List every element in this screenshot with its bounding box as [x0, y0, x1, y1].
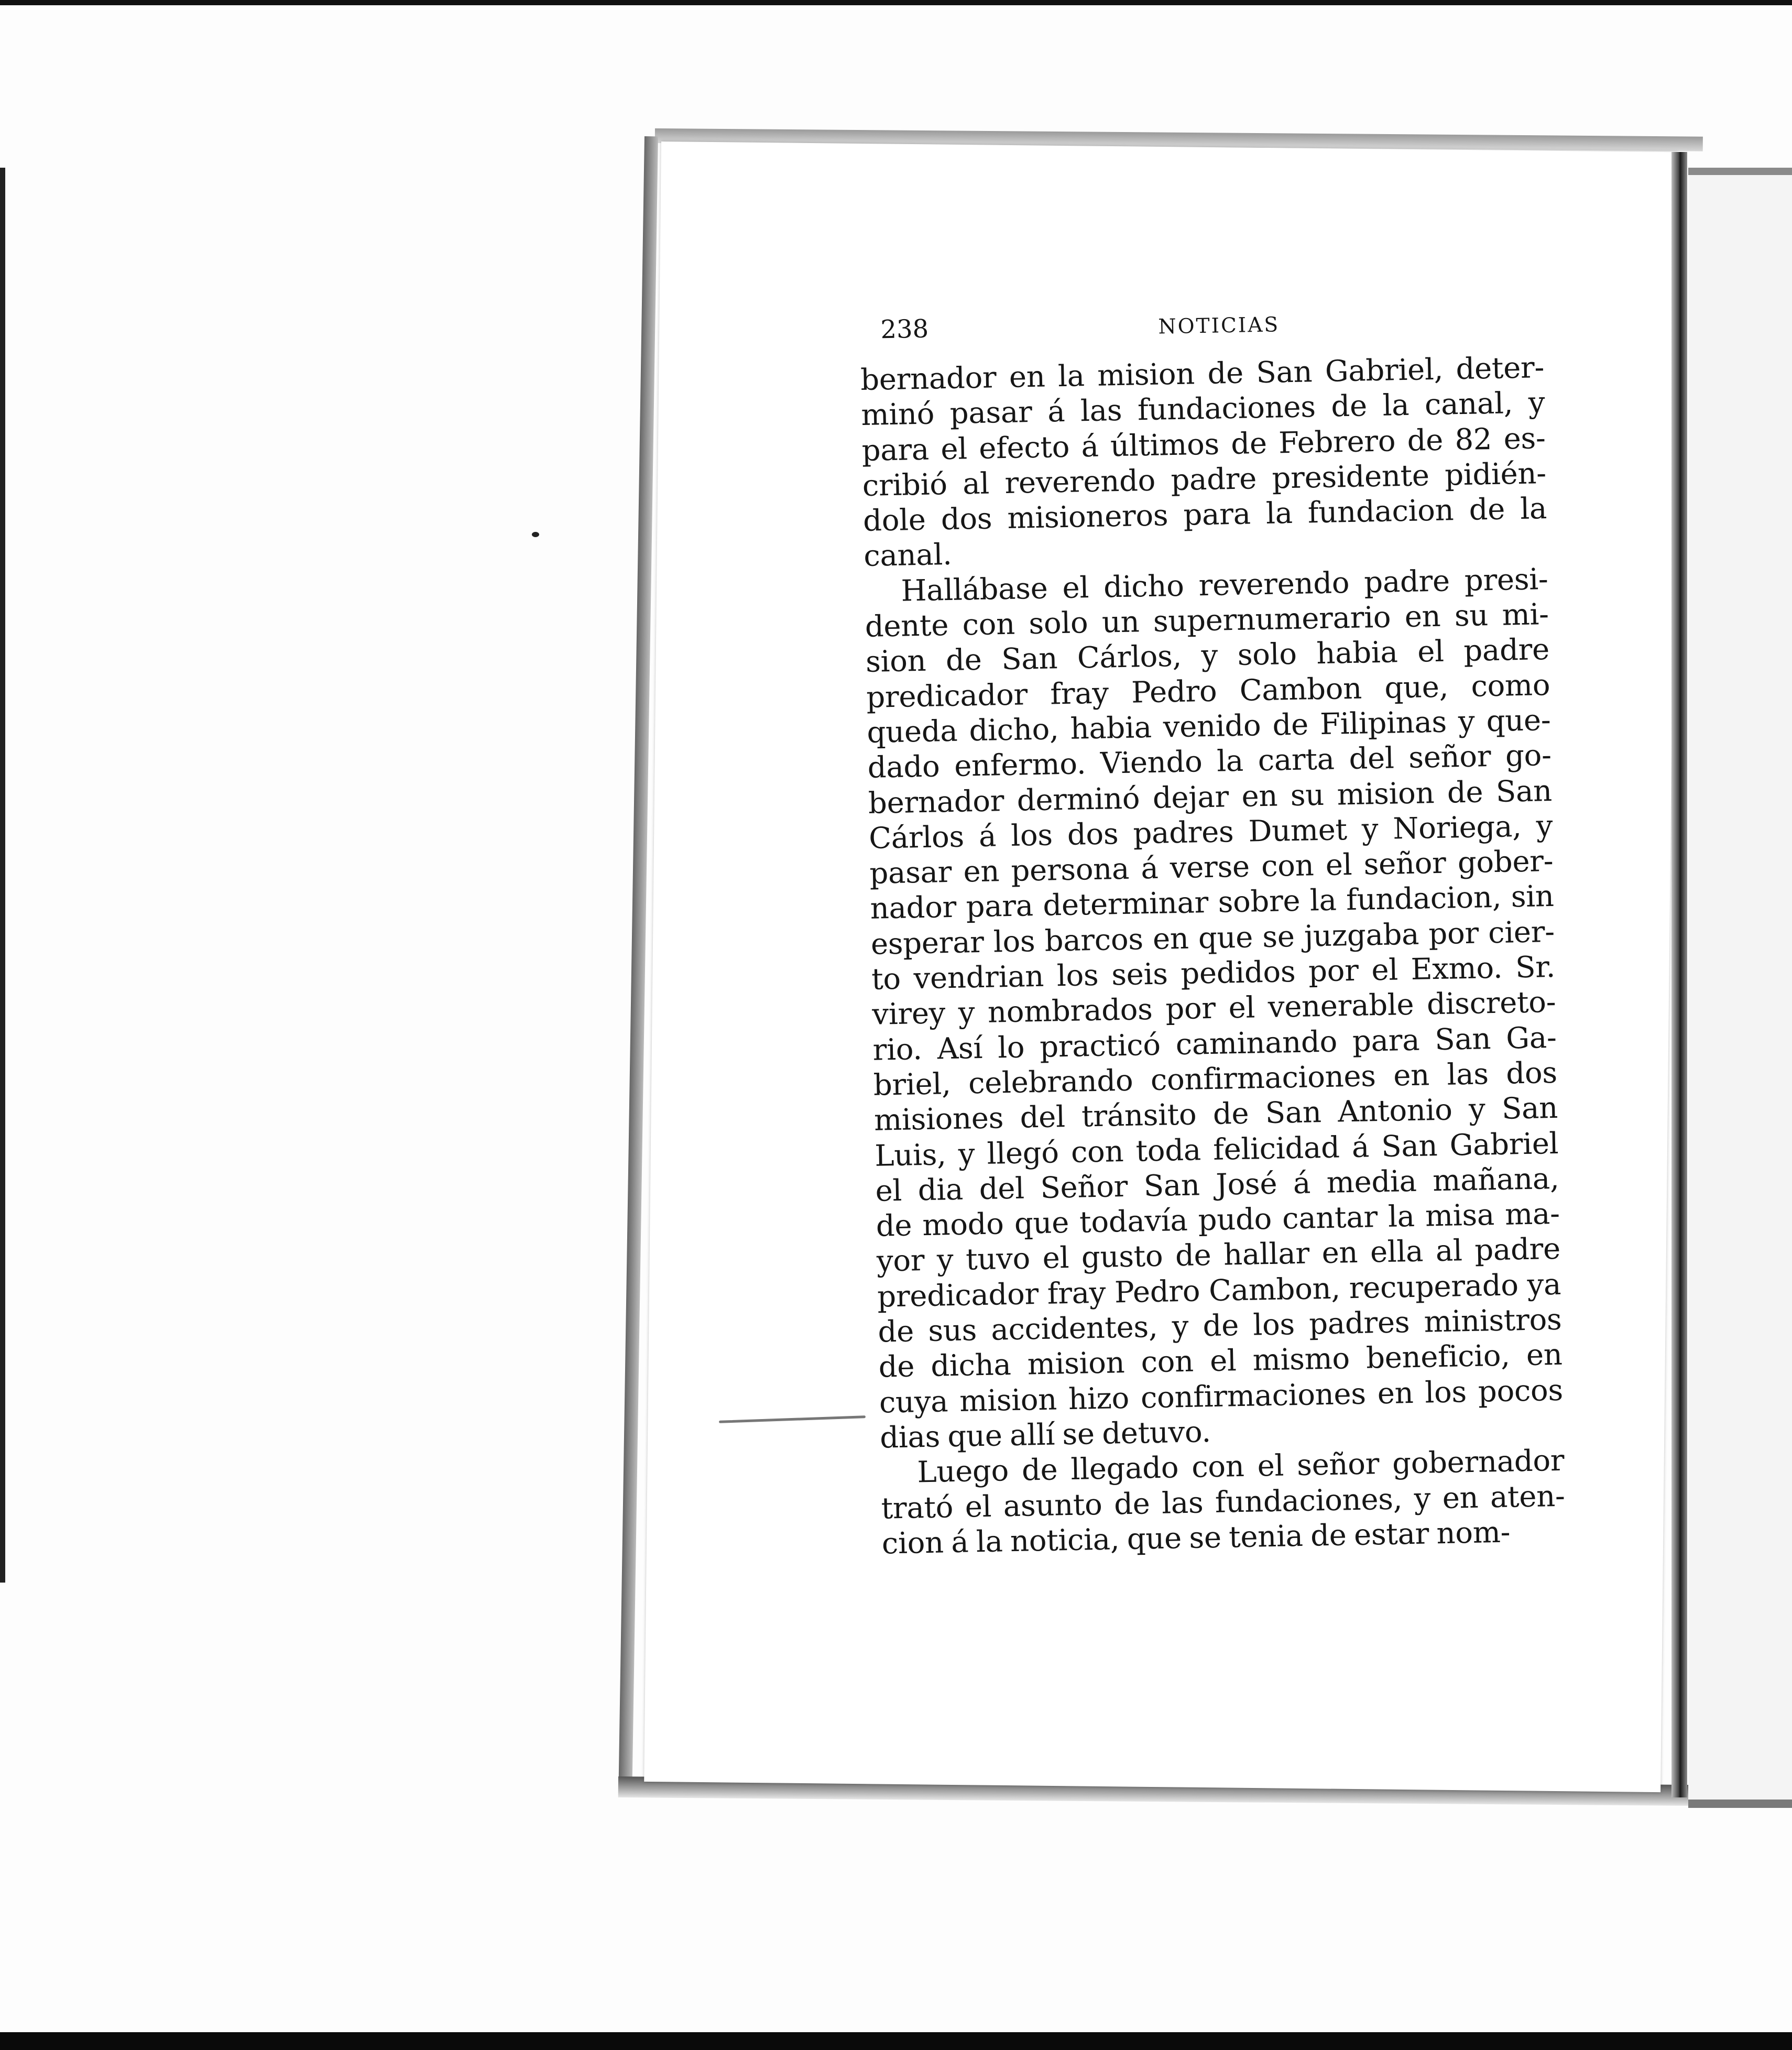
text-line: trató el asunto de las fundaciones, y en aten-	[881, 1479, 1566, 1526]
text-line: el dia del Señor San José á media mañana,	[875, 1161, 1560, 1208]
text-line: cribió al reverendo padre presidente pidién-	[862, 456, 1547, 503]
text-line: Luego de llegado con el señor gobernador	[916, 1443, 1565, 1490]
text-line: bernador derminó dejar en su mision de San	[868, 773, 1553, 821]
text-line: yor y tuvo el gusto de hallar en ella al padre	[876, 1232, 1561, 1279]
text-line: Cárlos á los dos padres Dumet y Noriega, y	[868, 809, 1553, 856]
text-line: bernador en la mision de San Gabriel, deter-	[860, 351, 1545, 397]
text-line: to vendrian los seis pedidos por el Exmo. Sr.	[871, 950, 1556, 997]
text-line: de dicha mision con el mismo beneficio, en	[878, 1338, 1563, 1384]
text-line: rio. Así lo practicó caminando para San Ga-	[872, 1020, 1557, 1067]
text-line: Luis, y llegó con toda felicidad á San Gabriel	[874, 1126, 1559, 1173]
text-line: dente con solo un supernumerario en su mi-	[865, 597, 1549, 644]
dust-speck	[532, 532, 539, 537]
text-line: virey y nombrados por el venerable discreto-	[871, 985, 1556, 1032]
text-line: sion de San Cárlos, y solo habia el padre	[865, 633, 1550, 680]
book-gutter	[1671, 152, 1687, 1797]
text-line: queda dicho, habia venido de Filipinas y que-	[866, 703, 1551, 750]
text-line: cuya mision hizo confirmaciones en los pocos	[879, 1373, 1564, 1420]
facing-page	[1688, 168, 1792, 1808]
text-line: de sus accidentes, y de los padres ministros	[877, 1302, 1562, 1349]
text-line: dias que allí se detuvo.	[879, 1414, 1211, 1455]
text-line: dole dos misioneros para la fundacion de la	[862, 492, 1547, 539]
text-line: cion á la noticia, que se tenia de estar nom-	[881, 1515, 1511, 1561]
text-line: Hallábase el dicho reverendo padre presi-	[901, 562, 1549, 608]
scan-edge-mark	[0, 168, 5, 1583]
text-line: para el efecto á últimos de Febrero de 82 es-	[861, 421, 1546, 468]
paragraph	[880, 1443, 1566, 1562]
text-line: esperar los barcos en que se juzgaba por cier-	[870, 914, 1555, 962]
text-line: predicador fray Pedro Cambon que, como	[866, 668, 1550, 715]
text-line: briel, celebrando confirmaciones en las dos	[873, 1055, 1558, 1103]
text-line: predicador fray Pedro Cambon, recuperado ya	[877, 1267, 1561, 1314]
text-line: dado enfermo. Viendo la carta del señor go-	[867, 738, 1552, 786]
text-line: nador para determinar sobre la fundacion, sin	[870, 879, 1555, 926]
text-block	[859, 303, 1566, 1562]
text-line: de modo que todavía pudo cantar la misa ma-	[876, 1196, 1560, 1244]
body-text	[860, 350, 1566, 1562]
text-line: minó pasar á las fundaciones de la canal, y	[860, 386, 1545, 433]
running-title: NOTICIAS	[1158, 313, 1280, 339]
text-line: pasar en persona á verse con el señor gober-	[869, 844, 1554, 891]
text-line: misiones del tránsito de San Antonio y San	[873, 1091, 1558, 1138]
paragraph	[860, 350, 1548, 574]
text-line: canal.	[863, 538, 953, 574]
page-number: 238	[880, 314, 929, 345]
paragraph	[864, 562, 1564, 1456]
